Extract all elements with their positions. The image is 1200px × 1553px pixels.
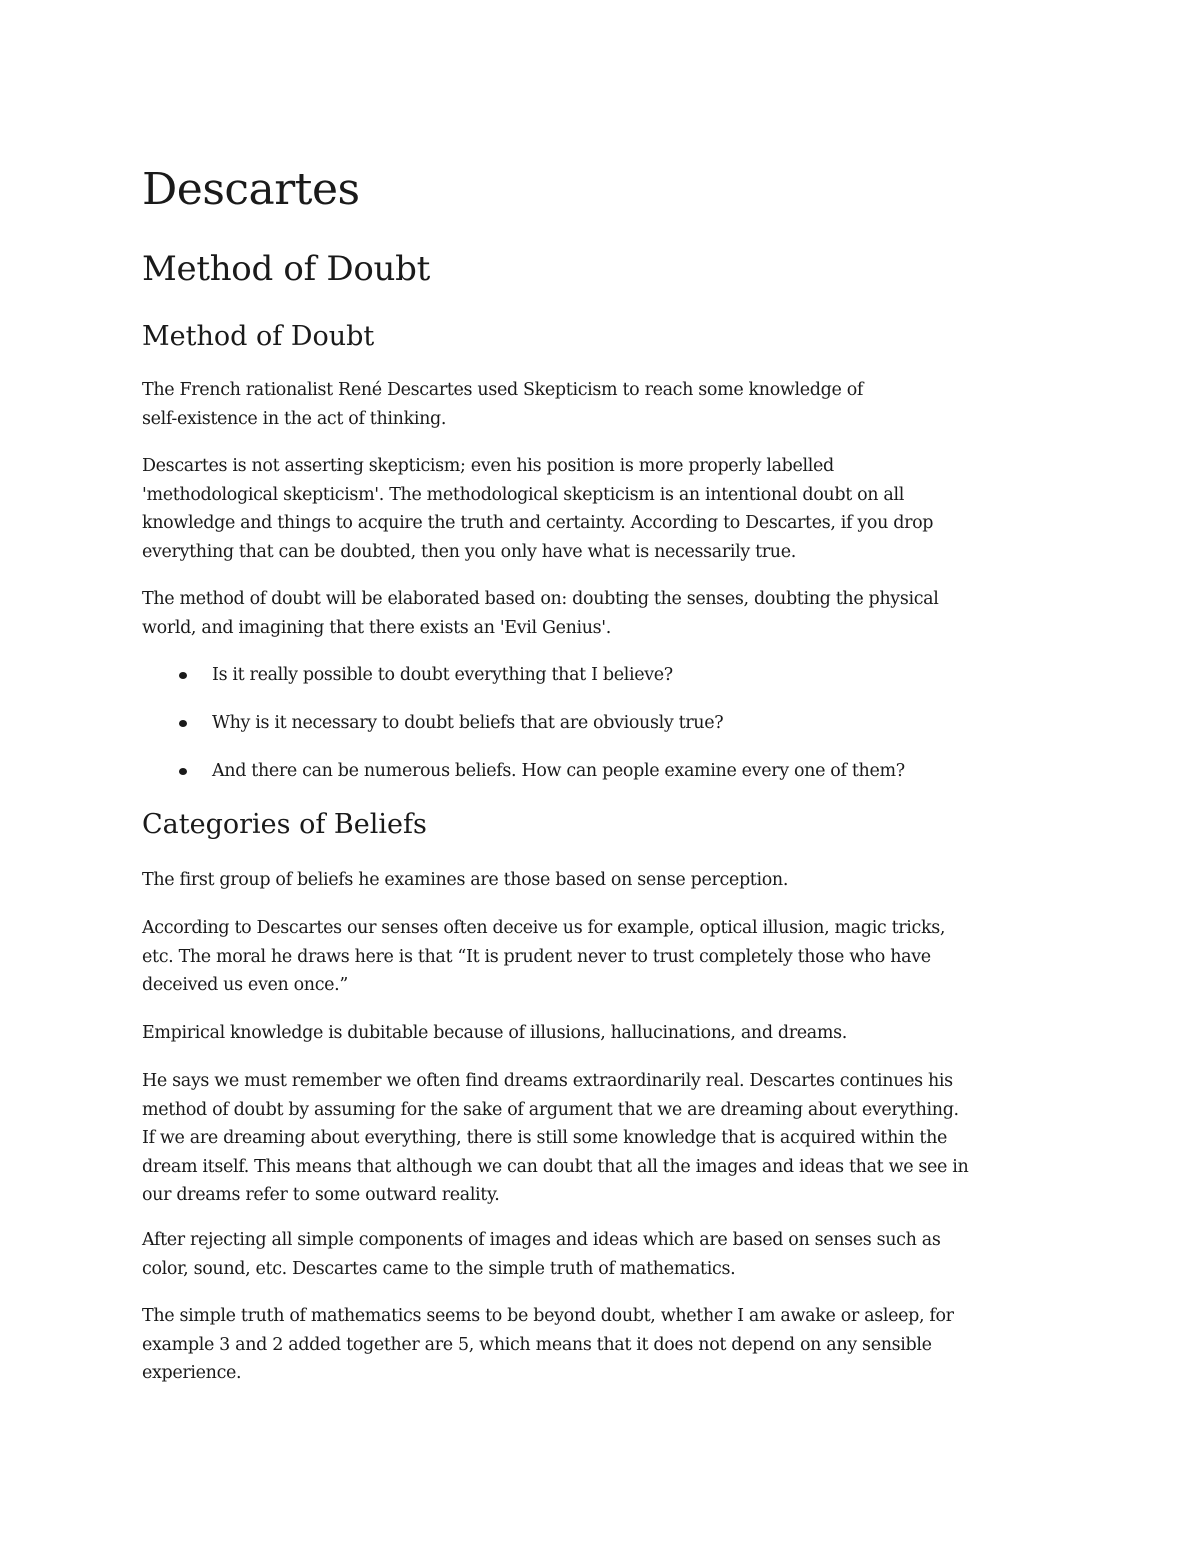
main-heading: Method of Doubt xyxy=(142,249,430,289)
paragraph-line: example 3 and 2 added together are 5, which means that it does not depend on any sensible xyxy=(142,1334,932,1355)
paragraph-line: experience. xyxy=(142,1363,242,1383)
paragraph xyxy=(142,452,1062,566)
paragraph xyxy=(142,376,1062,433)
question-bullet-list xyxy=(142,661,905,805)
bullet-icon xyxy=(179,720,187,727)
paragraph xyxy=(142,866,1062,895)
paragraph-line: The first group of beliefs he examines are those based on sense perception. xyxy=(142,870,789,890)
bullet-item xyxy=(142,709,905,757)
bullet-text: Why is it necessary to doubt beliefs that are obviously true? xyxy=(212,713,724,733)
bullet-text: Is it really possible to doubt everything that I believe? xyxy=(212,665,673,685)
section-heading-method-of-doubt: Method of Doubt xyxy=(142,321,375,352)
paragraph-line: everything that can be doubted, then you only have what is necessarily true. xyxy=(142,541,796,562)
paragraph-line: The simple truth of mathematics seems to be beyond doubt, whether I am awake or asleep, for xyxy=(142,1306,954,1326)
paragraph-line: If we are dreaming about everything, there is still some knowledge that is acquired within the xyxy=(142,1128,948,1148)
paragraph xyxy=(142,1302,1062,1388)
paragraph-line: method of doubt by assuming for the sake of argument that we are dreaming about everything. xyxy=(142,1099,959,1120)
paragraph xyxy=(142,914,1062,1000)
paragraph-line: self-existence in the act of thinking. xyxy=(142,408,447,429)
paragraph-line: world, and imagining that there exists an 'Evil Genius'. xyxy=(142,617,611,638)
paragraph-line: The French rationalist René Descartes used Skepticism to reach some knowledge of xyxy=(142,380,864,400)
document-title: Descartes xyxy=(142,164,360,215)
paragraph-line: knowledge and things to acquire the truth and certainty. According to Descartes, if you drop xyxy=(142,513,934,533)
paragraph-line: He says we must remember we often find dreams extraordinarily real. Descartes continues his xyxy=(142,1071,953,1091)
paragraph-line: After rejecting all simple components of images and ideas which are based on senses such as xyxy=(142,1230,941,1250)
bullet-item xyxy=(142,661,905,709)
paragraph xyxy=(142,1067,1062,1210)
paragraph-line: dream itself. This means that although we can doubt that all the images and ideas that we see in xyxy=(142,1156,969,1177)
bullet-text: And there can be numerous beliefs. How can people examine every one of them? xyxy=(212,761,905,781)
paragraph-line: Descartes is not asserting skepticism; even his position is more properly labelled xyxy=(142,456,834,476)
paragraph xyxy=(142,585,1062,642)
paragraph-line: Empirical knowledge is dubitable because of illusions, hallucinations, and dreams. xyxy=(142,1023,847,1043)
bullet-icon xyxy=(179,672,187,679)
paragraph-line: The method of doubt will be elaborated based on: doubting the senses, doubting the physical xyxy=(142,589,939,609)
bullet-icon xyxy=(179,768,187,775)
paragraph-line: color, sound, etc. Descartes came to the simple truth of mathematics. xyxy=(142,1258,736,1279)
section-heading-categories-of-beliefs: Categories of Beliefs xyxy=(142,809,427,840)
paragraph xyxy=(142,1226,1062,1283)
paragraph-line: deceived us even once.” xyxy=(142,975,348,995)
paragraph-line: 'methodological skepticism'. The methodological skepticism is an intentional doubt on all xyxy=(142,484,904,505)
paragraph-line: our dreams refer to some outward reality. xyxy=(142,1185,500,1205)
bullet-item xyxy=(142,757,905,805)
paragraph xyxy=(142,1019,1062,1048)
paragraph-line: etc. The moral he draws here is that “It is prudent never to trust completely those who have xyxy=(142,946,931,967)
paragraph-line: According to Descartes our senses often deceive us for example, optical illusion, magic tricks, xyxy=(142,918,946,938)
